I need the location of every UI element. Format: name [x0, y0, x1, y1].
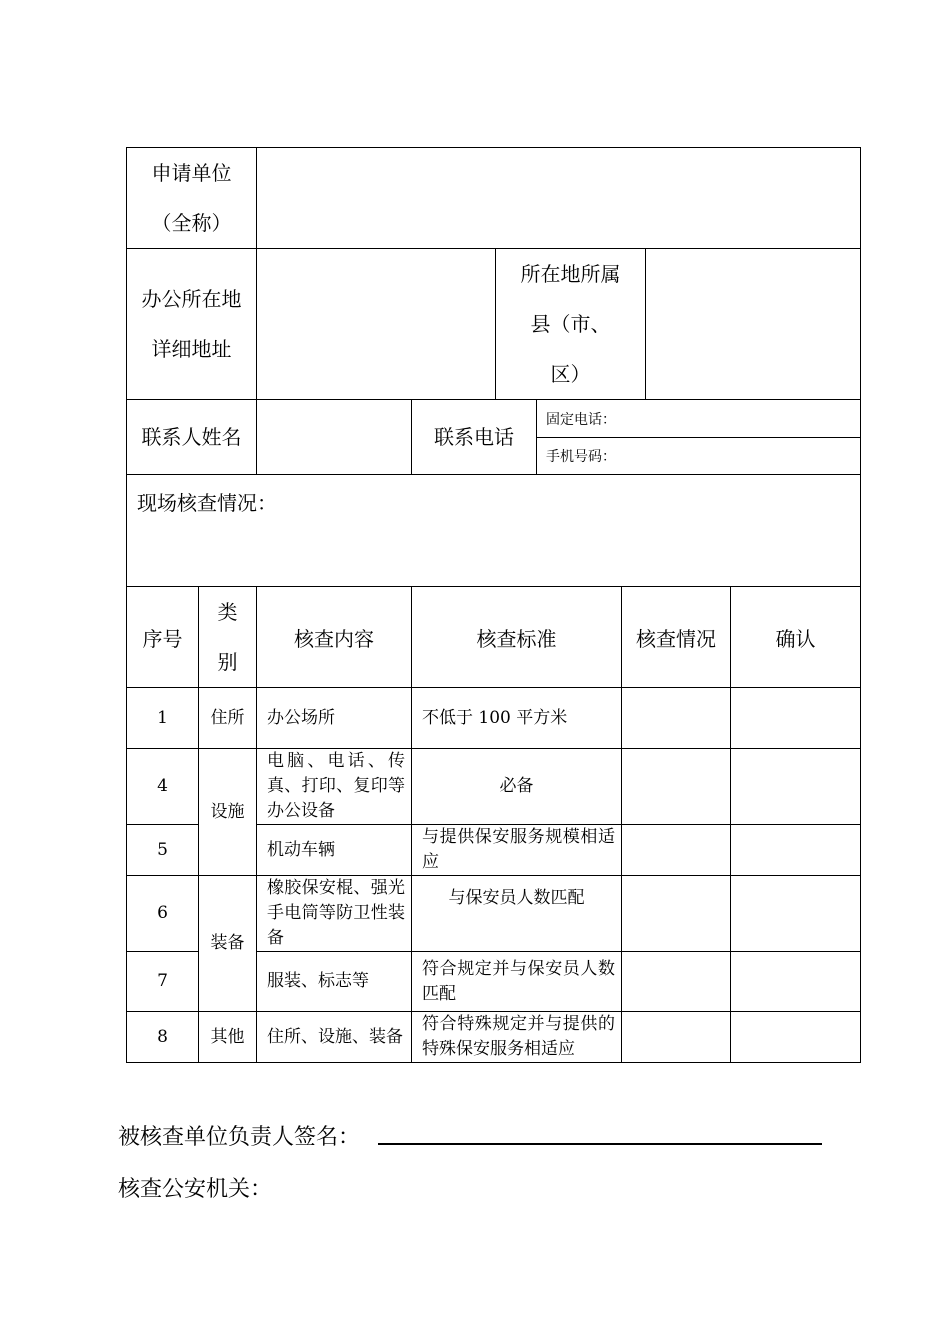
authority-label: 核查公安机关： [118, 1177, 273, 1202]
row-confirm-cell[interactable] [731, 688, 861, 749]
row-seq: 7 [127, 952, 199, 1012]
row-content: 住所、设施、装备 [257, 1012, 412, 1063]
row-category: 其他 [199, 1012, 257, 1063]
row-standard: 与提供保安服务规模相适应 [412, 825, 622, 876]
row-status-cell[interactable] [622, 952, 731, 1012]
applicant-label-cell [127, 148, 257, 249]
responsible-signature-label: 被核查单位负责人签名： [118, 1125, 361, 1150]
row-category: 住所 [199, 688, 257, 749]
county-value-cell[interactable] [646, 249, 861, 400]
header-category-line1: 类 [217, 600, 238, 624]
row-standard: 必备 [412, 749, 622, 825]
row-status-cell[interactable] [622, 749, 731, 825]
row-category: 装备 [199, 876, 257, 1012]
header-content [257, 587, 412, 688]
address-label-cell [127, 249, 257, 400]
row-confirm-cell[interactable] [731, 825, 861, 876]
row-seq: 8 [127, 1012, 199, 1063]
row-seq: 1 [127, 688, 199, 749]
table-row [127, 749, 861, 825]
row-content: 橡胶保安棍、强光手电筒等防卫性装备 [257, 876, 412, 952]
county-label-line2: 县（市、 [530, 312, 611, 336]
contact-name-label: 联系人姓名 [141, 425, 242, 449]
mobile-cell[interactable] [537, 438, 861, 475]
row-seq: 6 [127, 876, 199, 952]
row-seq: 4 [127, 749, 199, 825]
row-seq: 5 [127, 825, 199, 876]
row-standard: 不低于 100 平方米 [412, 688, 622, 749]
address-value-cell[interactable] [257, 249, 496, 400]
row-content: 服装、标志等 [257, 952, 412, 1012]
row-confirm-cell[interactable] [731, 952, 861, 1012]
applicant-label-line2: （全称） [151, 211, 232, 235]
row-content: 办公场所 [257, 688, 412, 749]
county-label-line1: 所在地所属 [520, 262, 621, 286]
inspection-form-table [126, 147, 861, 1063]
onsite-label: 现场核查情况： [137, 491, 277, 515]
applicant-label-line1: 申请单位 [151, 161, 232, 185]
header-category [199, 587, 257, 688]
header-confirm [731, 587, 861, 688]
contact-phone-label: 联系电话 [434, 425, 514, 449]
address-label-line2: 详细地址 [151, 337, 232, 361]
applicant-value-cell[interactable] [257, 148, 861, 249]
row-content: 电脑、电话、传真、打印、复印等办公设备 [257, 749, 412, 825]
header-standard [412, 587, 622, 688]
row-confirm-cell[interactable] [731, 876, 861, 952]
row-status-cell[interactable] [622, 1012, 731, 1063]
contact-name-label-cell [127, 400, 257, 475]
row-standard: 符合规定并与保安员人数匹配 [412, 952, 622, 1012]
table-row [127, 876, 861, 952]
mobile-label: 手机号码： [546, 449, 616, 465]
onsite-cell[interactable] [127, 475, 861, 587]
header-content-text: 核查内容 [294, 626, 374, 651]
header-status [622, 587, 731, 688]
address-label-line1: 办公所在地 [141, 287, 242, 311]
row-status-cell[interactable] [622, 825, 731, 876]
county-label-cell [496, 249, 646, 400]
row-standard: 符合特殊规定并与提供的特殊保安服务相适应 [412, 1012, 622, 1063]
contact-name-value-cell[interactable] [257, 400, 412, 475]
row-status-cell[interactable] [622, 876, 731, 952]
row-standard: 与保安员人数匹配 [412, 876, 622, 952]
signature-line[interactable] [378, 1143, 822, 1145]
county-label-line3: 区） [550, 362, 591, 386]
landline-label: 固定电话： [546, 411, 616, 428]
row-status-cell[interactable] [622, 688, 731, 749]
header-confirm-text: 确认 [775, 626, 816, 651]
row-confirm-cell[interactable] [731, 749, 861, 825]
landline-cell[interactable] [537, 400, 861, 438]
table-row [127, 688, 861, 749]
table-row [127, 1012, 861, 1063]
header-seq [127, 587, 199, 688]
header-standard-text: 核查标准 [476, 626, 557, 651]
row-category: 设施 [199, 749, 257, 876]
row-content: 机动车辆 [257, 825, 412, 876]
header-category-line2: 别 [217, 650, 238, 674]
row-confirm-cell[interactable] [731, 1012, 861, 1063]
contact-phone-label-cell [412, 400, 537, 475]
header-seq-text: 序号 [142, 626, 183, 651]
header-status-text: 核查情况 [636, 626, 716, 651]
